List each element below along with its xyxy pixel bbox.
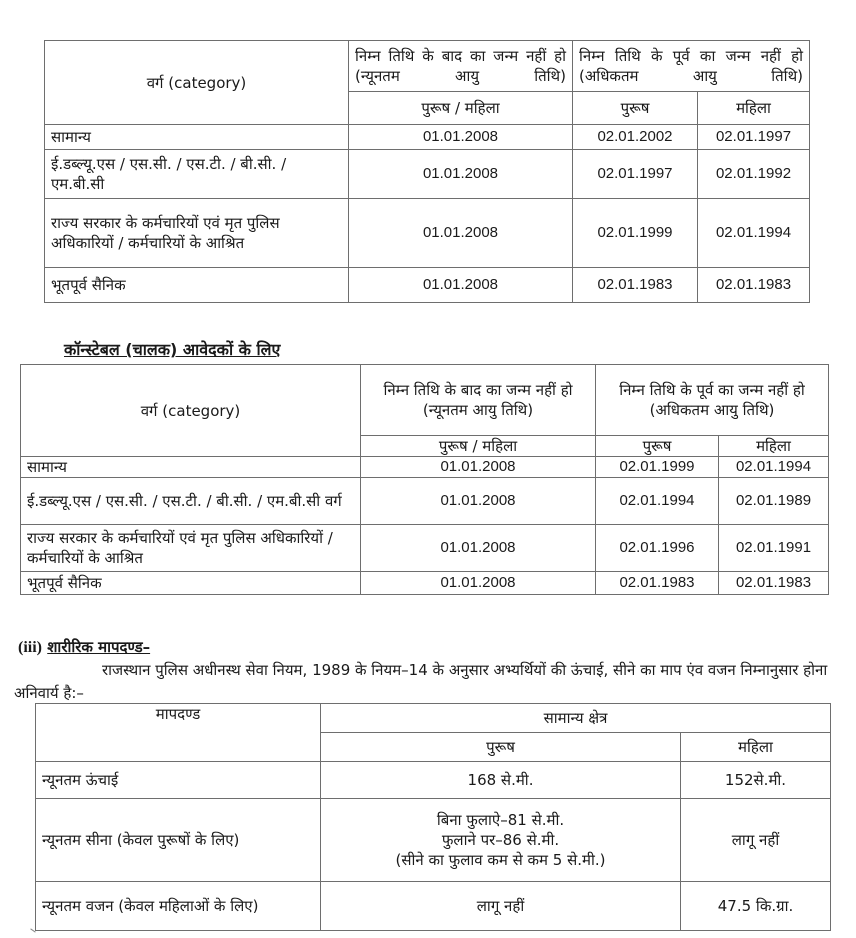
- header-max-age: निम्न तिथि के पूर्व का जन्म नहीं हो (अधिकतम आयु तिथि): [573, 41, 810, 92]
- criteria-cell: न्यूनतम सीना (केवल पुरूषों के लिए): [36, 799, 321, 882]
- header-category: वर्ग (category): [45, 41, 349, 125]
- category-cell: भूतपूर्व सैनिक: [21, 572, 361, 595]
- max-age-female-date: 02.01.1992: [698, 150, 810, 199]
- subheader-female: महिला: [681, 733, 831, 762]
- header-min-age: निम्न तिथि के बाद का जन्म नहीं हो (न्यूनतम आयु तिथि): [361, 365, 596, 436]
- male-value: [321, 882, 681, 931]
- max-age-male-date: 02.01.1983: [573, 268, 698, 303]
- criteria-cell: न्यूनतम ऊंचाई: [36, 762, 321, 799]
- table-row: [45, 268, 810, 303]
- section-title: शारीरिक मापदण्ड–: [47, 638, 151, 656]
- male-value: [321, 762, 681, 799]
- subheader-male: पुरूष: [573, 92, 698, 125]
- subheader-female: महिला: [698, 92, 810, 125]
- min-age-date: 01.01.2008: [361, 525, 596, 572]
- driver-applicants-heading: कॉन्स्टेबल (चालक) आवेदकों के लिए: [64, 340, 281, 359]
- male-value-line: (सीने का फुलाव कम से कम 5 से.मी.): [395, 851, 606, 869]
- min-age-date: 01.01.2008: [361, 478, 596, 525]
- subheader-female: महिला: [719, 436, 829, 457]
- table-row: [21, 572, 829, 595]
- criteria-cell: न्यूनतम वजन (केवल महिलाओं के लिए): [36, 882, 321, 931]
- category-cell: राज्य सरकार के कर्मचारियों एवं मृत पुलिस अधिकारियों / कर्मचारियों के आश्रित: [21, 525, 361, 572]
- male-value-line: फुलाने पर–86 से.मी.: [441, 831, 560, 849]
- header-min-age: निम्न तिथि के बाद का जन्म नहीं हो (न्यूनतम आयु तिथि): [349, 41, 573, 92]
- subheader-male: पुरूष: [596, 436, 719, 457]
- table-row: [21, 478, 829, 525]
- table-row: [36, 762, 831, 799]
- max-age-male-date: 02.01.2002: [573, 125, 698, 150]
- header-category: वर्ग (category): [21, 365, 361, 457]
- table-row: [36, 799, 831, 882]
- min-age-date: 01.01.2008: [349, 125, 573, 150]
- category-cell: ई.डब्ल्यू.एस / एस.सी. / एस.टी. / बी.सी. / एम.बी.सी: [45, 150, 349, 199]
- subheader-male-female: पुरूष / महिला: [361, 436, 596, 457]
- max-age-female-date: 02.01.1997: [698, 125, 810, 150]
- table-row: [36, 882, 831, 931]
- max-age-female-date: 02.01.1983: [698, 268, 810, 303]
- physical-standards-table: [35, 703, 831, 931]
- category-cell: ई.डब्ल्यू.एस / एस.सी. / एस.टी. / बी.सी. / एम.बी.सी वर्ग: [21, 478, 361, 525]
- max-age-male-date: 02.01.1999: [573, 199, 698, 268]
- female-value: 152से.मी.: [681, 762, 831, 799]
- male-value-line: 168 से.मी.: [467, 771, 534, 789]
- male-value: [321, 799, 681, 882]
- female-value: लागू नहीं: [681, 799, 831, 882]
- table-row: [45, 150, 810, 199]
- header-criteria: मापदण्ड: [36, 704, 321, 762]
- category-cell: सामान्य: [21, 457, 361, 478]
- max-age-male-date: 02.01.1994: [596, 478, 719, 525]
- max-age-female-date: 02.01.1994: [719, 457, 829, 478]
- male-value-line: लागू नहीं: [476, 897, 525, 915]
- driver-age-limit-table: [20, 364, 829, 595]
- max-age-female-date: 02.01.1983: [719, 572, 829, 595]
- section-physical-standards-heading: [18, 637, 150, 657]
- table-row: [45, 199, 810, 268]
- table-row: [21, 525, 829, 572]
- paragraph-text: राजस्थान पुलिस अधीनस्थ सेवा नियम, 1989 के नियम–14 के अनुसार अभ्यर्थियों की ऊंचाई, सीने का माप एंव वजन निम्नानुसार होना अनिवार्य है:–: [14, 661, 828, 702]
- min-age-date: 01.01.2008: [349, 199, 573, 268]
- min-age-date: 01.01.2008: [349, 268, 573, 303]
- table-row: [45, 125, 810, 150]
- age-limit-table: [44, 40, 810, 303]
- min-age-date: 01.01.2008: [361, 572, 596, 595]
- subheader-male-female: पुरूष / महिला: [349, 92, 573, 125]
- header-general-area: सामान्य क्षेत्र: [321, 704, 831, 733]
- category-cell: राज्य सरकार के कर्मचारियों एवं मृत पुलिस अधिकारियों / कर्मचारियों के आश्रित: [45, 199, 349, 268]
- min-age-date: 01.01.2008: [361, 457, 596, 478]
- max-age-female-date: 02.01.1989: [719, 478, 829, 525]
- section-number: (iii): [18, 639, 42, 656]
- category-cell: सामान्य: [45, 125, 349, 150]
- male-value-line: बिना फुलाऐ–81 से.मी.: [436, 811, 565, 829]
- header-max-age: निम्न तिथि के पूर्व का जन्म नहीं हो (अधिकतम आयु तिथि): [596, 365, 829, 436]
- max-age-female-date: 02.01.1994: [698, 199, 810, 268]
- subheader-male: पुरूष: [321, 733, 681, 762]
- max-age-female-date: 02.01.1991: [719, 525, 829, 572]
- max-age-male-date: 02.01.1997: [573, 150, 698, 199]
- max-age-male-date: 02.01.1996: [596, 525, 719, 572]
- category-cell: भूतपूर्व सैनिक: [45, 268, 349, 303]
- min-age-date: 01.01.2008: [349, 150, 573, 199]
- max-age-male-date: 02.01.1999: [596, 457, 719, 478]
- max-age-male-date: 02.01.1983: [596, 572, 719, 595]
- female-value: 47.5 कि.ग्रा.: [681, 882, 831, 931]
- table-row: [21, 457, 829, 478]
- physical-standards-paragraph: [14, 659, 834, 705]
